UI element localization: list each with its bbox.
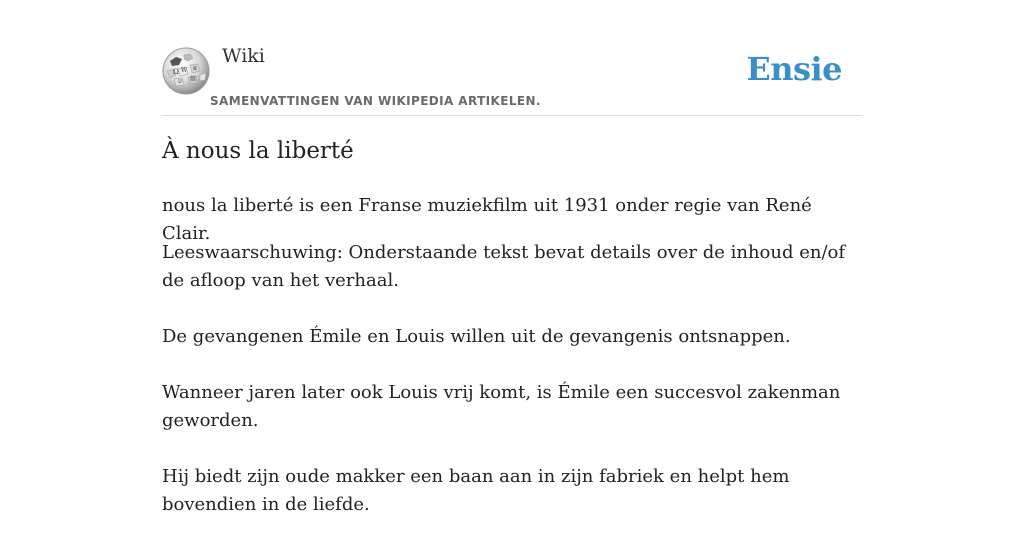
site-name[interactable]: Wiki — [222, 45, 265, 67]
site-header — [162, 0, 862, 116]
svg-text:Ω: Ω — [173, 68, 179, 76]
svg-text:ש: ש — [178, 78, 183, 85]
article-intro: nous la liberté is een Franse muziekfilm uit 1931 onder regie van René Clair. — [162, 195, 812, 244]
wikipedia-globe-icon[interactable] — [162, 47, 210, 95]
page — [162, 0, 862, 515]
article-paragraph: De gevangenen Émile en Louis willen uit de gevangenis ontsnappen. — [162, 326, 791, 347]
svg-text:維: 維 — [190, 76, 197, 83]
article-paragraph: Hij biedt zijn oude makker een baan aan in zijn fabriek en helpt hem bovendien in de liefde. — [162, 466, 790, 515]
brand-logo-link[interactable]: Ensie — [746, 50, 842, 88]
svg-text:и: и — [193, 65, 197, 72]
article-paragraph: Leeswaarschuwing: Onderstaande tekst bevat details over de inhoud en/of de afloop van het verhaal. — [162, 242, 846, 291]
article-paragraph: Wanneer jaren later ook Louis vrij komt, is Émile een succesvol zakenman geworden. — [162, 382, 841, 431]
article-title: À nous la liberté — [162, 138, 354, 164]
article-body — [162, 239, 862, 547]
svg-text:W: W — [181, 67, 188, 74]
site-tagline: SAMENVATTINGEN VAN WIKIPEDIA ARTIKELEN. — [210, 94, 541, 108]
